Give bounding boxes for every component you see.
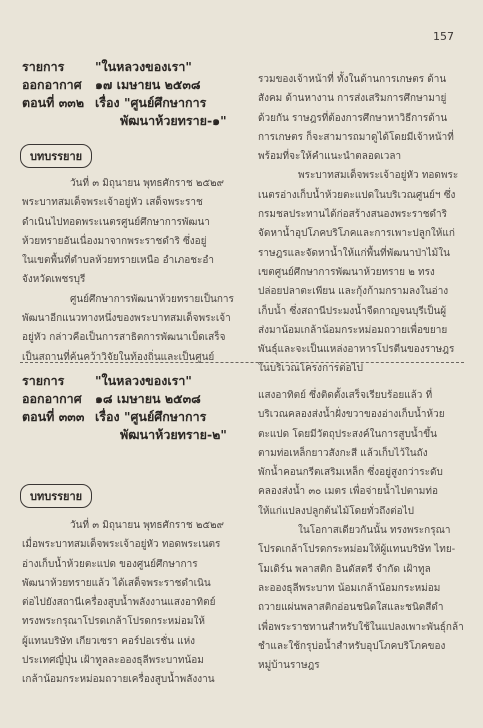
paragraph-line: พัฒนาอีกแนวทางหนึ่งของพระบาทสมเด็จพระเจ้า [22,313,231,325]
paragraph-line: ปล่อยปลาตะเพียน และกุ้งก้ามกรามลงในอ่าง [258,286,449,298]
paragraph-line: ชำและใช้กรุบ่อน้ำสำหรับอุปโภคบริโภคของ [258,640,446,652]
paragraph-line: ผู้แทนบริษัท เกียวเซรา คอร์ปอเรชั่น แห่ง [22,635,196,647]
air-label: ออกอากาศ [22,77,82,92]
paragraph-line: ตะแปด โดยมีวัตถุประสงค์ในการสูบน้ำขึ้น [258,428,437,440]
paragraph-line: พัฒนาห้วยทรายแล้ว ได้เสด็จพระราชดำเนิน [22,577,211,589]
narration-badge: บทบรรยาย [20,484,92,508]
paragraph-line: ละอองธุลีพระบาท น้อมเกล้าน้อมกระหม่อม [258,582,441,594]
paragraph-line: โปรดเกล้าโปรดกระหม่อมให้ผู้แทนบริษัท ไทย- [258,544,456,556]
paragraph-line: อ่างเก็บน้ำห้วยตะแปด ของศูนย์ศึกษาการ [22,558,198,570]
program-label: รายการ [22,373,65,388]
topic-line-2: พัฒนาห้วยทราย-๒" [120,427,227,442]
right-column [258,70,476,379]
paragraph-line: เพื่อพระราชทานสำหรับใช้ในแปลงเพาะพันธุ์กล้า [258,621,464,633]
episode-label: ตอนที่ ๓๓๒ [22,95,85,110]
program-label: รายการ [22,59,65,74]
paragraph-line: บริเวณคลองส่งน้ำฝั่งขวาของอ่างเก็บน้ำห้วย [258,409,445,421]
paragraph-line: ให้แก่แปลงปลูกต้นไม้โดยทั่วถึงต่อไป [258,505,415,517]
narration-badge: บทบรรยาย [20,144,92,168]
section-divider [20,362,464,363]
paragraph-line: พร้อมที่จะให้คำแนะนำตลอดเวลา [258,151,402,163]
paragraph-line: ในเขตพื้นที่ตำบลห้วยทรายเหนือ อำเภอชะอำ [22,255,215,267]
program-name: "ในหลวงของเรา" [95,373,192,388]
paragraph-line: ทรงพระกรุณาโปรดเกล้าโปรดกระหม่อมให้ [22,616,205,628]
paragraph-line: ศูนย์ศึกษาการพัฒนาห้วยทรายเป็นการ [70,293,234,305]
paragraph-line: ดำเนินไปทอดพระเนตรศูนย์ศึกษาการพัฒนา [22,216,210,228]
topic-line-2: พัฒนาห้วยทราย-๑" [120,113,227,128]
paragraph-line: การเกษตร ก็จะสามารถมาดูได้โดยมีเจ้าหน้าที่ [258,131,454,143]
paragraph-line: โมเดิร์น พลาสติก อินดัสตรี จำกัด เฝ้าทูล [258,563,431,575]
paragraph-line: ในโอกาสเดียวกันนั้น ทรงพระกรุณา [298,525,451,537]
right-column [258,386,476,675]
paragraph-line: พระบาทสมเด็จพระเจ้าอยู่หัว เสด็จพระราช [22,197,203,209]
left-column [22,174,240,367]
paragraph-line: เมื่อพระบาทสมเด็จพระเจ้าอยู่หัว ทอดพระเนตร [22,539,221,551]
paragraph-line: พันธุ์และจะเป็นแหล่งอาหารโปรตีนของราษฎร [258,344,455,356]
air-date: ๑๗ เมษายน ๒๕๓๘ [95,77,201,92]
paragraph-line: ส่งมาน้อมเกล้าน้อมกระหม่อมถวายเพื่อขยาย [258,324,448,336]
episode-section-333 [0,372,483,686]
paragraph-line: ในบริเวณโครงการต่อไป [258,363,363,375]
paragraph-line: ถวายแผ่นพลาสติกอ่อนชนิดใสและชนิดสีดำ [258,602,444,614]
air-date: ๑๘ เมษายน ๒๕๓๘ [95,391,201,406]
program-name: "ในหลวงของเรา" [95,59,192,74]
episode-label: ตอนที่ ๓๓๓ [22,409,85,424]
paragraph-line: เขตศูนย์ศึกษาการพัฒนาห้วยทราย ๒ ทรง [258,266,435,278]
paragraph-line: เป็นสถานที่ค้นคว้าวิจัยในท้องถิ่นและเป็นศูนย์ [22,351,215,363]
paragraph-line: เกล้าน้อมกระหม่อมถวายเครื่องสูบน้ำพลังงาน [22,674,215,686]
paragraph-line: แสงอาทิตย์ ซึ่งติดตั้งเสร็จเรียบร้อยแล้ว ที่ [258,390,433,401]
paragraph-line: วันที่ ๓ มิถุนายน พุทธศักราช ๒๕๒๙ [70,178,224,189]
paragraph-line: หมู่บ้านราษฎร [258,660,320,672]
paragraph-line: จังหวัดเพชรบุรี [22,274,86,286]
topic-line-1: เรื่อง "ศูนย์ศึกษาการ [95,409,207,424]
topic-line-1: เรื่อง "ศูนย์ศึกษาการ [95,95,207,110]
paragraph-line: ราษฎรและจัดหาน้ำให้แก่พื้นที่พัฒนาป่าไม้ใน [258,247,450,259]
paragraph-line: ประเทศญี่ปุ่น เฝ้าทูลละอองธุลีพระบาทน้อม [22,655,204,667]
page-number: 157 [433,30,454,43]
paragraph-line: จัดหาน้ำอุปโภคบริโภคและการเพาะปลูกให้แก่ [258,228,455,240]
paragraph-line: พระบาทสมเด็จพระเจ้าอยู่หัว ทอดพระ [298,170,459,182]
paragraph-line: วันที่ ๓ มิถุนายน พุทธศักราช ๒๕๒๙ [70,520,224,531]
paragraph-line: อยู่หัว กล่าวคือเป็นการสาธิตการพัฒนาเบ็ดเสร็จ [22,332,226,344]
paragraph-line: พักน้ำคอนกรีตเสริมเหล็ก ซึ่งอยู่สูงกว่าระดับ [258,467,443,479]
paragraph-line: เนตรอ่างเก็บน้ำห้วยตะแปดในบริเวณศูนย์ฯ ซึ่ง [258,189,456,201]
paragraph-line: สังคม ด้านหางาน การส่งเสริมการศึกษามายู่ [258,93,447,105]
episode-section-332 [0,58,483,375]
paragraph-line: กรมชลประทานได้ก่อสร้างสนองพระราชดำริ [258,209,448,221]
paragraph-line: ด้วยกัน ราษฎรที่ต้องการศึกษาหาวิธีการด้าน [258,112,448,124]
paragraph-line: ตามท่อเหล็กยาวสังกะสี แล้วเก็บไว้ในถัง [258,447,428,459]
paragraph-line: รวมของเจ้าหน้าที่ ทั้งในด้านการเกษตร ด้าน [258,74,447,85]
paragraph-line: เก็บน้ำ ซึ่งสถานีประมงน้ำจืดกาญจนบุรีเป็นผู้ [258,305,447,317]
paragraph-line: ห้วยทรายอันเนื่องมาจากพระราชดำริ ซึ่งอยู่ [22,235,207,247]
air-label: ออกอากาศ [22,391,82,406]
paragraph-line: ต่อไปยังสถานีเครื่องสูบน้ำพลังงานแสงอาทิตย์ [22,597,216,609]
paragraph-line: คลองส่งน้ำ ๓๐ เมตร เพื่อจ่ายน้ำไปตามท่อ [258,486,438,498]
left-column [22,516,240,690]
